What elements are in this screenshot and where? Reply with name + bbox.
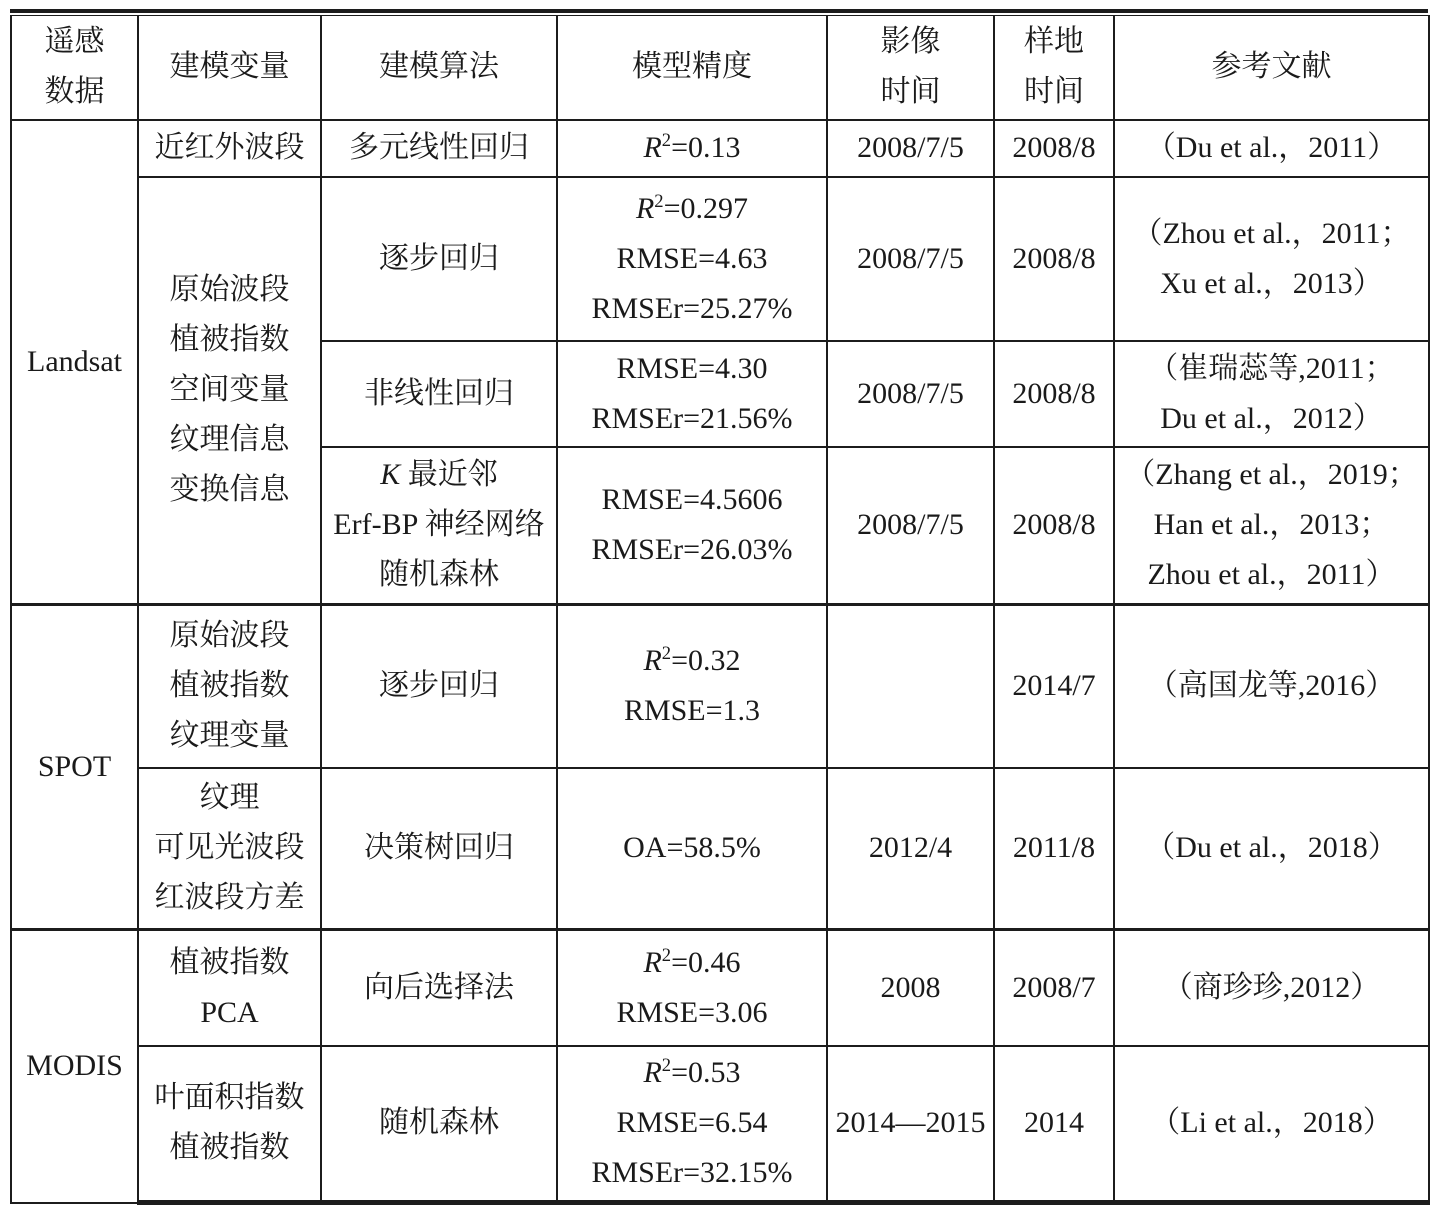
header-text: 遥感 <box>44 25 105 59</box>
header-cell-sensor <box>11 16 138 120</box>
cell-text: 决策树回归 <box>364 831 514 865</box>
cell-text: RMSEr=26.03% <box>591 533 793 567</box>
sensor-label: SPOT <box>37 750 112 783</box>
cell-text: RMSE=3.06 <box>616 995 768 1029</box>
cell-text: （Li et al.，2018） <box>1150 1106 1393 1140</box>
cell-text: 纹理变量 <box>169 719 290 753</box>
cell-text: 植被指数 <box>169 323 290 357</box>
reference-cell <box>1114 1046 1429 1203</box>
header-cell-reference <box>1114 16 1429 120</box>
cell-text: $R^2=0.32$ <box>643 643 741 678</box>
table-row <box>11 120 1429 177</box>
cell-text: $R^2=0.297$ <box>635 190 749 225</box>
cell-text: 植被指数 <box>169 1131 290 1165</box>
plot-time-cell <box>994 930 1114 1046</box>
sensor-cell-spot <box>11 605 138 930</box>
header-cell-algorithm <box>321 16 557 120</box>
table-row <box>11 605 1429 768</box>
accuracy-cell <box>557 605 827 768</box>
remote-sensing-models-table <box>10 15 1430 1205</box>
plot-time-cell <box>994 447 1114 605</box>
cell-text: （高国龙等,2016） <box>1147 669 1396 703</box>
cell-text: $R^2=0.46$ <box>643 944 741 979</box>
header-text: 时间 <box>880 75 941 109</box>
reference-cell <box>1114 177 1429 341</box>
accuracy-cell <box>557 120 827 177</box>
image-time-cell <box>827 1046 994 1203</box>
cell-text: RMSEr=21.56% <box>591 401 793 435</box>
cell-text: 2014 <box>1024 1106 1084 1140</box>
cell-text: 近红外波段 <box>154 131 305 164</box>
reference-cell <box>1114 930 1429 1046</box>
cell-text: RMSE=1.3 <box>623 694 761 728</box>
reference-cell <box>1114 447 1429 605</box>
cell-text: 2014—2015 <box>835 1106 986 1140</box>
cell-text: RMSEr=25.27% <box>591 291 793 325</box>
algorithm-cell <box>321 120 557 177</box>
cell-text: 2014/7 <box>1012 669 1096 703</box>
header-text: 影像 <box>880 25 941 59</box>
cell-text: 纹理 <box>199 781 260 815</box>
cell-text: RMSE=4.63 <box>616 241 768 275</box>
image-time-cell <box>827 768 994 930</box>
cell-text: 空间变量 <box>169 373 290 407</box>
cell-text: 2008/7/5 <box>857 508 964 542</box>
cell-text: 纹理信息 <box>169 423 290 457</box>
reference-cell <box>1114 768 1429 930</box>
cell-text: 原始波段 <box>169 273 290 307</box>
image-time-cell <box>827 120 994 177</box>
header-text: 建模变量 <box>169 50 290 84</box>
sensor-cell-landsat <box>11 120 138 605</box>
header-text: 时间 <box>1024 75 1084 109</box>
cell-text: Du et al.，2012） <box>1160 401 1383 435</box>
cell-text: 2012/4 <box>868 831 953 865</box>
plot-time-cell <box>994 177 1114 341</box>
cell-text: 2008/7/5 <box>857 376 964 410</box>
cell-text: 逐步回归 <box>379 241 499 275</box>
image-time-cell <box>827 341 994 447</box>
algorithm-cell <box>321 1046 557 1203</box>
plot-time-cell <box>994 605 1114 768</box>
cell-text: $R^2=0.53$ <box>643 1055 741 1090</box>
header-cell-image-time <box>827 16 994 120</box>
algorithm-cell <box>321 447 557 605</box>
reference-cell <box>1114 120 1429 177</box>
cell-text: 随机森林 <box>379 558 499 592</box>
cell-text: RMSEr=32.15% <box>591 1156 793 1190</box>
algorithm-cell <box>321 930 557 1046</box>
image-time-cell <box>827 930 994 1046</box>
sensor-label: MODIS <box>26 1049 123 1083</box>
cell-text: 叶面积指数 <box>154 1081 305 1115</box>
sensor-cell-modis <box>11 930 138 1203</box>
header-cell-variables <box>138 16 321 120</box>
table-row <box>11 768 1429 930</box>
cell-text: 向后选择法 <box>364 970 514 1004</box>
cell-text: 变换信息 <box>169 473 290 507</box>
image-time-cell <box>827 447 994 605</box>
table-header-row <box>11 16 1429 120</box>
cell-text: 非线性回归 <box>364 376 514 410</box>
cell-text: 2008/7 <box>1012 970 1096 1004</box>
cell-text: 随机森林 <box>379 1106 499 1140</box>
cell-text: RMSE=4.30 <box>616 351 768 385</box>
header-cell-plot-time <box>994 16 1114 120</box>
cell-text: 多元线性回归 <box>349 131 529 164</box>
algorithm-cell <box>321 177 557 341</box>
reference-cell <box>1114 605 1429 768</box>
cell-text: 2008/8 <box>1012 376 1096 410</box>
cell-text: （Du et al.，2011） <box>1145 131 1398 164</box>
cell-text: OA=58.5% <box>623 831 761 865</box>
plot-time-cell <box>994 120 1114 177</box>
cell-text: 原始波段 <box>169 619 290 653</box>
variables-cell <box>138 120 321 177</box>
cell-text: 2008 <box>880 970 941 1004</box>
cell-text: RMSE=6.54 <box>616 1106 768 1140</box>
cell-text: （Zhang et al.，2019； <box>1125 458 1418 492</box>
image-time-cell-empty <box>827 605 994 768</box>
header-cell-accuracy <box>557 16 827 120</box>
variables-cell <box>138 1046 321 1203</box>
cell-text: Han et al.，2013； <box>1153 508 1390 542</box>
cell-text: 植被指数 <box>169 945 290 979</box>
cell-text: K 最近邻 <box>380 458 498 492</box>
header-text: 建模算法 <box>379 50 499 84</box>
header-text: 样地 <box>1024 25 1084 59</box>
table-row <box>11 1046 1429 1203</box>
plot-time-cell <box>994 1046 1114 1203</box>
cell-text: 红波段方差 <box>154 881 305 915</box>
algorithm-cell <box>321 341 557 447</box>
accuracy-cell <box>557 447 827 605</box>
cell-text: PCA <box>200 995 259 1029</box>
header-text: 数据 <box>44 75 105 109</box>
cell-text: 可见光波段 <box>154 831 305 865</box>
variables-cell <box>138 605 321 768</box>
cell-text: 2008/7/5 <box>857 241 964 275</box>
table-row <box>11 930 1429 1046</box>
algorithm-cell <box>321 605 557 768</box>
cell-text: 2008/7/5 <box>857 131 964 164</box>
reference-cell <box>1114 341 1429 447</box>
cell-text: $R^2=0.13$ <box>643 130 741 164</box>
variables-cell <box>138 768 321 930</box>
variables-cell <box>138 930 321 1046</box>
cell-text: Zhou et al.，2011） <box>1147 558 1396 592</box>
variables-cell-merged <box>138 177 321 605</box>
cell-text: （Zhou et al.，2011； <box>1132 216 1411 250</box>
cell-text: 植被指数 <box>169 669 290 703</box>
cell-text: 2008/8 <box>1012 241 1096 275</box>
algorithm-cell <box>321 768 557 930</box>
cell-text: RMSE=4.5606 <box>601 483 783 517</box>
cell-text: 2011/8 <box>1012 831 1096 865</box>
cell-text: 2008/8 <box>1012 508 1096 542</box>
accuracy-cell <box>557 768 827 930</box>
header-text: 参考文献 <box>1211 50 1332 84</box>
cell-text: Erf-BP 神经网络 <box>333 508 545 542</box>
sensor-label: Landsat <box>27 344 122 378</box>
cell-text: Xu et al.，2013） <box>1160 266 1383 300</box>
cell-text: （崔瑞蕊等,2011； <box>1148 351 1395 385</box>
accuracy-cell <box>557 930 827 1046</box>
accuracy-cell <box>557 177 827 341</box>
header-text: 模型精度 <box>632 50 752 84</box>
cell-text: 2008/8 <box>1012 131 1096 164</box>
accuracy-cell <box>557 341 827 447</box>
cell-text: 逐步回归 <box>379 669 499 703</box>
cell-text: （Du et al.，2018） <box>1145 831 1398 865</box>
plot-time-cell <box>994 341 1114 447</box>
cell-text: （商珍珍,2012） <box>1162 970 1381 1004</box>
plot-time-cell <box>994 768 1114 930</box>
image-time-cell <box>827 177 994 341</box>
table-row <box>11 177 1429 341</box>
accuracy-cell <box>557 1046 827 1203</box>
